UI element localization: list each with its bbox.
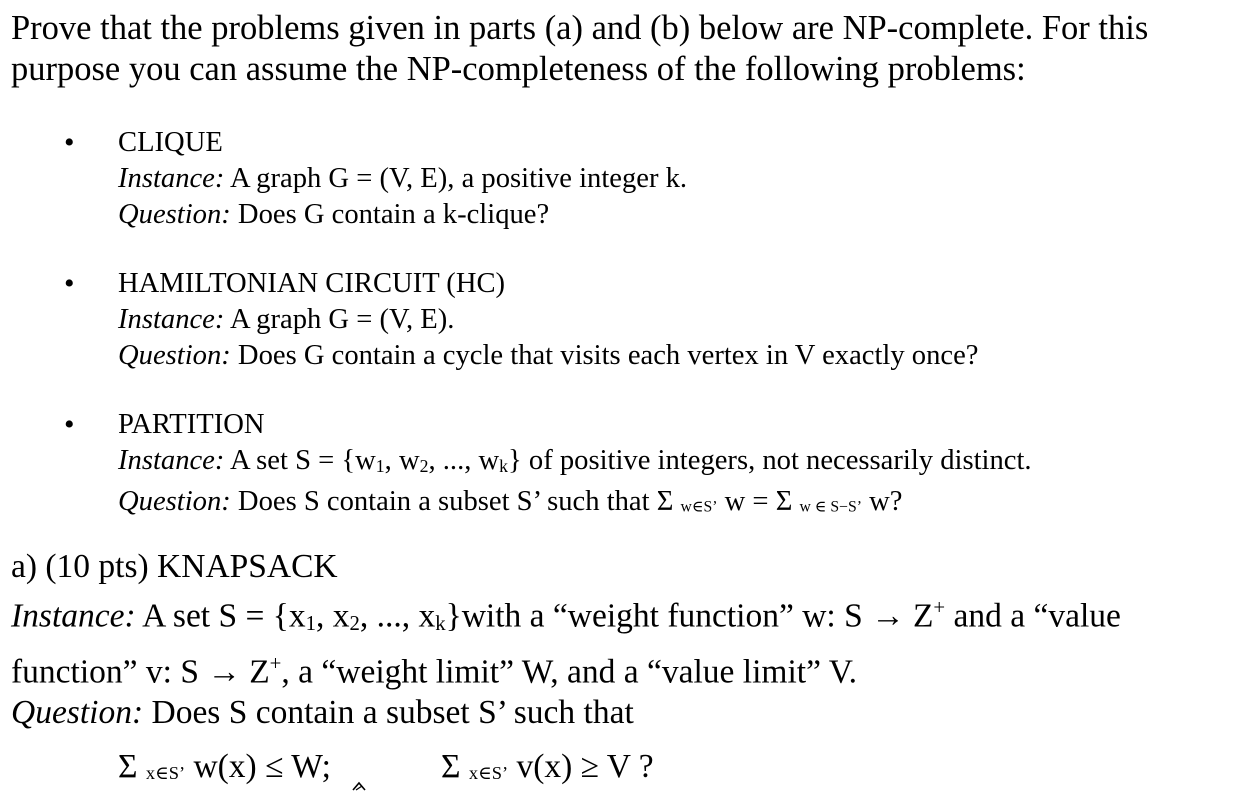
problem-clique-body xyxy=(118,125,687,233)
formula-text: v(x) ≥ V ? xyxy=(508,748,654,785)
question-text: Does S contain a subset S’ such that Σ xyxy=(230,486,681,518)
subscript: 2 xyxy=(349,611,360,635)
instance-label: Instance: xyxy=(118,304,225,335)
caret-mark-icon xyxy=(351,781,367,791)
instance-text: A graph G = (V, E), a positive integer k. xyxy=(224,163,688,194)
bullet-icon: • xyxy=(64,267,75,300)
problem-question xyxy=(118,197,687,233)
superscript: + xyxy=(933,595,946,619)
sigma-symbol: Σ xyxy=(441,748,461,785)
instance-label: Instance: xyxy=(118,163,225,194)
problem-hc-body xyxy=(118,266,978,374)
instance-text: A set S = {x xyxy=(135,596,306,634)
problem-title: PARTITION xyxy=(118,409,265,440)
instance-text: , w xyxy=(384,445,420,476)
subscript: 1 xyxy=(375,456,385,477)
problem-instance xyxy=(118,443,1032,484)
instance-text: , x xyxy=(315,596,350,634)
part-a-question xyxy=(11,693,1121,734)
sigma-symbol: Σ xyxy=(118,748,138,785)
subscript: k xyxy=(435,611,446,635)
intro-line-2: purpose you can assume the NP-completeness of the following problems: xyxy=(11,50,1026,88)
problem-question xyxy=(118,338,978,374)
instance-text: and a “value xyxy=(945,596,1121,634)
value-constraint-formula xyxy=(441,747,654,793)
question-text: Does G contain a k-clique? xyxy=(230,199,550,230)
sum-subscript: x∈S’ xyxy=(468,762,509,783)
part-a-heading: a) (10 pts) KNAPSACK xyxy=(11,548,338,585)
subscript: 2 xyxy=(419,456,429,477)
question-text: w? xyxy=(861,486,903,518)
weight-constraint-formula xyxy=(118,747,331,793)
problem-partition-body xyxy=(118,407,1032,526)
question-label: Question: xyxy=(118,199,231,230)
instance-text: function” v: S → Z xyxy=(11,653,270,691)
question-label: Question: xyxy=(118,340,231,371)
problem-question xyxy=(118,484,1032,526)
instance-text: } of positive integers, not necessarily distinct. xyxy=(508,445,1032,476)
intro-paragraph xyxy=(11,8,1236,90)
bullet-icon: • xyxy=(64,126,75,159)
superscript: + xyxy=(269,652,282,676)
instance-label: Instance: xyxy=(11,596,136,634)
formula-text: w(x) ≤ W; xyxy=(185,748,331,785)
part-a-instance-line-1 xyxy=(11,588,1121,645)
sum-subscript: x∈S’ xyxy=(145,762,186,783)
instance-label: Instance: xyxy=(118,445,225,476)
subscript: 1 xyxy=(305,611,316,635)
question-text: Does G contain a cycle that visits each vertex in V exactly once? xyxy=(230,340,979,371)
question-text: w = Σ xyxy=(717,486,800,518)
problem-instance xyxy=(118,302,978,338)
subscript: k xyxy=(499,456,509,477)
problem-title: HAMILTONIAN CIRCUIT (HC) xyxy=(118,268,506,299)
instance-text: A graph G = (V, E). xyxy=(224,304,455,335)
instance-text: }with a “weight function” w: S → Z xyxy=(445,596,934,634)
part-a-knapsack xyxy=(11,547,1121,734)
part-a-instance-line-2 xyxy=(11,644,1121,693)
intro-line-1: Prove that the problems given in parts (a) and (b) below are NP-complete. For this xyxy=(11,9,1149,47)
instance-text: , ..., w xyxy=(428,445,500,476)
problem-title: CLIQUE xyxy=(118,127,223,158)
problem-instance xyxy=(118,161,687,197)
question-text: Does S contain a subset S’ such that xyxy=(143,694,634,732)
question-label: Question: xyxy=(11,694,144,732)
sum-subscript: w∈S’ xyxy=(680,498,718,516)
instance-text: A set S = {w xyxy=(224,445,376,476)
instance-text: , a “weight limit” W, and a “value limit” V. xyxy=(281,653,857,691)
sum-subscript: w ∈ S−S’ xyxy=(799,498,862,516)
bullet-icon: • xyxy=(64,408,75,441)
question-label: Question: xyxy=(118,486,231,518)
instance-text: , ..., x xyxy=(359,596,436,634)
